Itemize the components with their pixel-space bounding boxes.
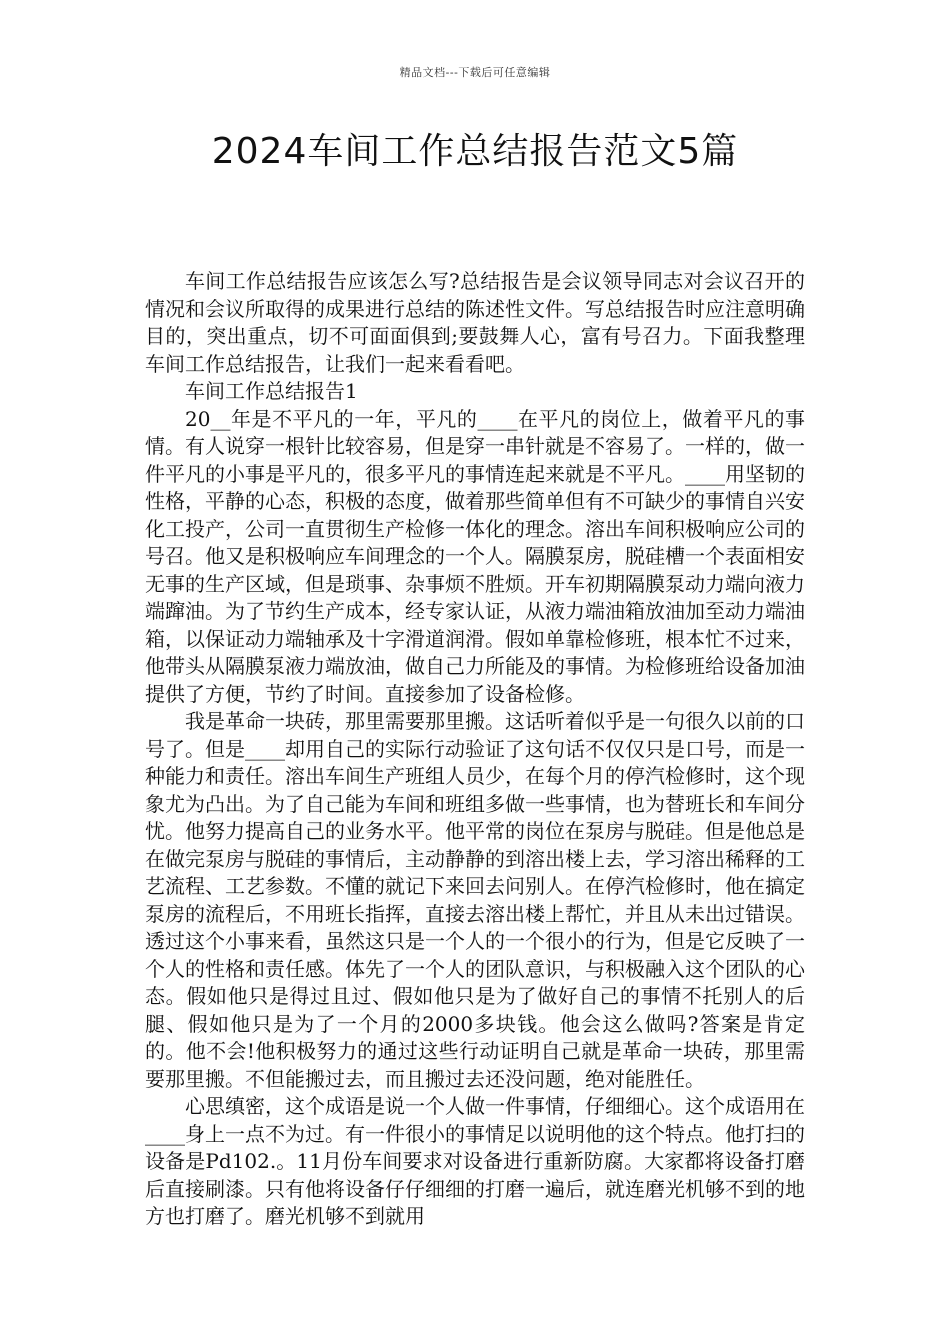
body-paragraph: 心思缜密，这个成语是说一个人做一件事情，仔细细心。这个成语用在____身上一点不为过。有一件很小的事情足以说明他的这个特点。他打扫的设备是Pd102.。11月份车间要求对设备进行重新防腐。大家都将设备打磨后直接刷漆。只有他将设备仔仔细细的打磨一遍后，就连磨光机够不到的地方也打磨了。磨光机够不到就用 — [145, 1094, 805, 1228]
document-body — [145, 268, 805, 1231]
body-paragraph: 我是革命一块砖，那里需要那里搬。这话听着似乎是一句很久以前的口号了。但是____却用自己的实际行动验证了这句话不仅仅只是口号，而是一种能力和责任。溶出车间生产班组人员少，在每个月的停汽检修时，这个现象尤为凸出。为了自己能为车间和班组多做一些事情，也为替班长和车间分忧。他努力提高自己的业务水平。他平常的岗位在泵房与脱硅。但是他总是在做完泵房与脱硅的事情后，主动静静的到溶出楼上去，学习溶出稀释的工艺流程、工艺参数。不懂的就记下来回去问别人。在停汽检修时，他在搞定泵房的流程后，不用班长指挥，直接去溶出楼上帮忙，并且从未出过错误。透过这个小事来看，虽然这只是一个人的一个很小的行为，但是它反映了一个人的性格和责任感。体先了一个人的团队意识，与积极融入这个团队的心态。假如他只是得过且过、假如他只是为了做好自己的事情不托别人的后腿、假如他只是为了一个月的2000多块钱。他会这么做吗?答案是肯定的。他不会!他积极努力的通过这些行动证明自己就是革命一块砖，那里需要那里搬。不但能搬过去，而且搬过去还没问题，绝对能胜任。 — [145, 709, 805, 1091]
intro-paragraph: 车间工作总结报告应该怎么写?总结报告是会议领导同志对会议召开的情况和会议所取得的成果进行总结的陈述性文件。写总结报告时应注意明确目的，突出重点，切不可面面俱到;要鼓舞人心，富有号召力。下面我整理车间工作总结报告，让我们一起来看看吧。 — [145, 269, 805, 376]
body-paragraph: 20__年是不平凡的一年，平凡的____在平凡的岗位上，做着平凡的事情。有人说穿一根针比较容易，但是穿一串针就是不容易了。一样的，做一件平凡的小事是平凡的，很多平凡的事情连起来就是不平凡。____用坚韧的性格，平静的心态，积极的态度，做着那些简单但有不可缺少的事情自兴安化工投产，公司一直贯彻生产检修一体化的理念。溶出车间积极响应公司的号召。他又是积极响应车间理念的一个人。隔膜泵房，脱硅槽一个表面相安无事的生产区域，但是琐事、杂事烦不胜烦。开车初期隔膜泵动力端向液力端蹿油。为了节约生产成本，经专家认证，从液力端油箱放油加至动力端油箱，以保证动力端轴承及十字滑道润滑。假如单靠检修班，根本忙不过来，他带头从隔膜泵液力端放油，做自己力所能及的事情。为检修班给设备加油提供了方便，节约了时间。直接参加了设备检修。 — [145, 406, 805, 706]
document-title: 2024车间工作总结报告范文5篇 — [211, 131, 739, 172]
header-note: 精品文档---下载后可任意编辑 — [399, 66, 551, 79]
section-heading: 车间工作总结报告1 — [185, 379, 358, 403]
